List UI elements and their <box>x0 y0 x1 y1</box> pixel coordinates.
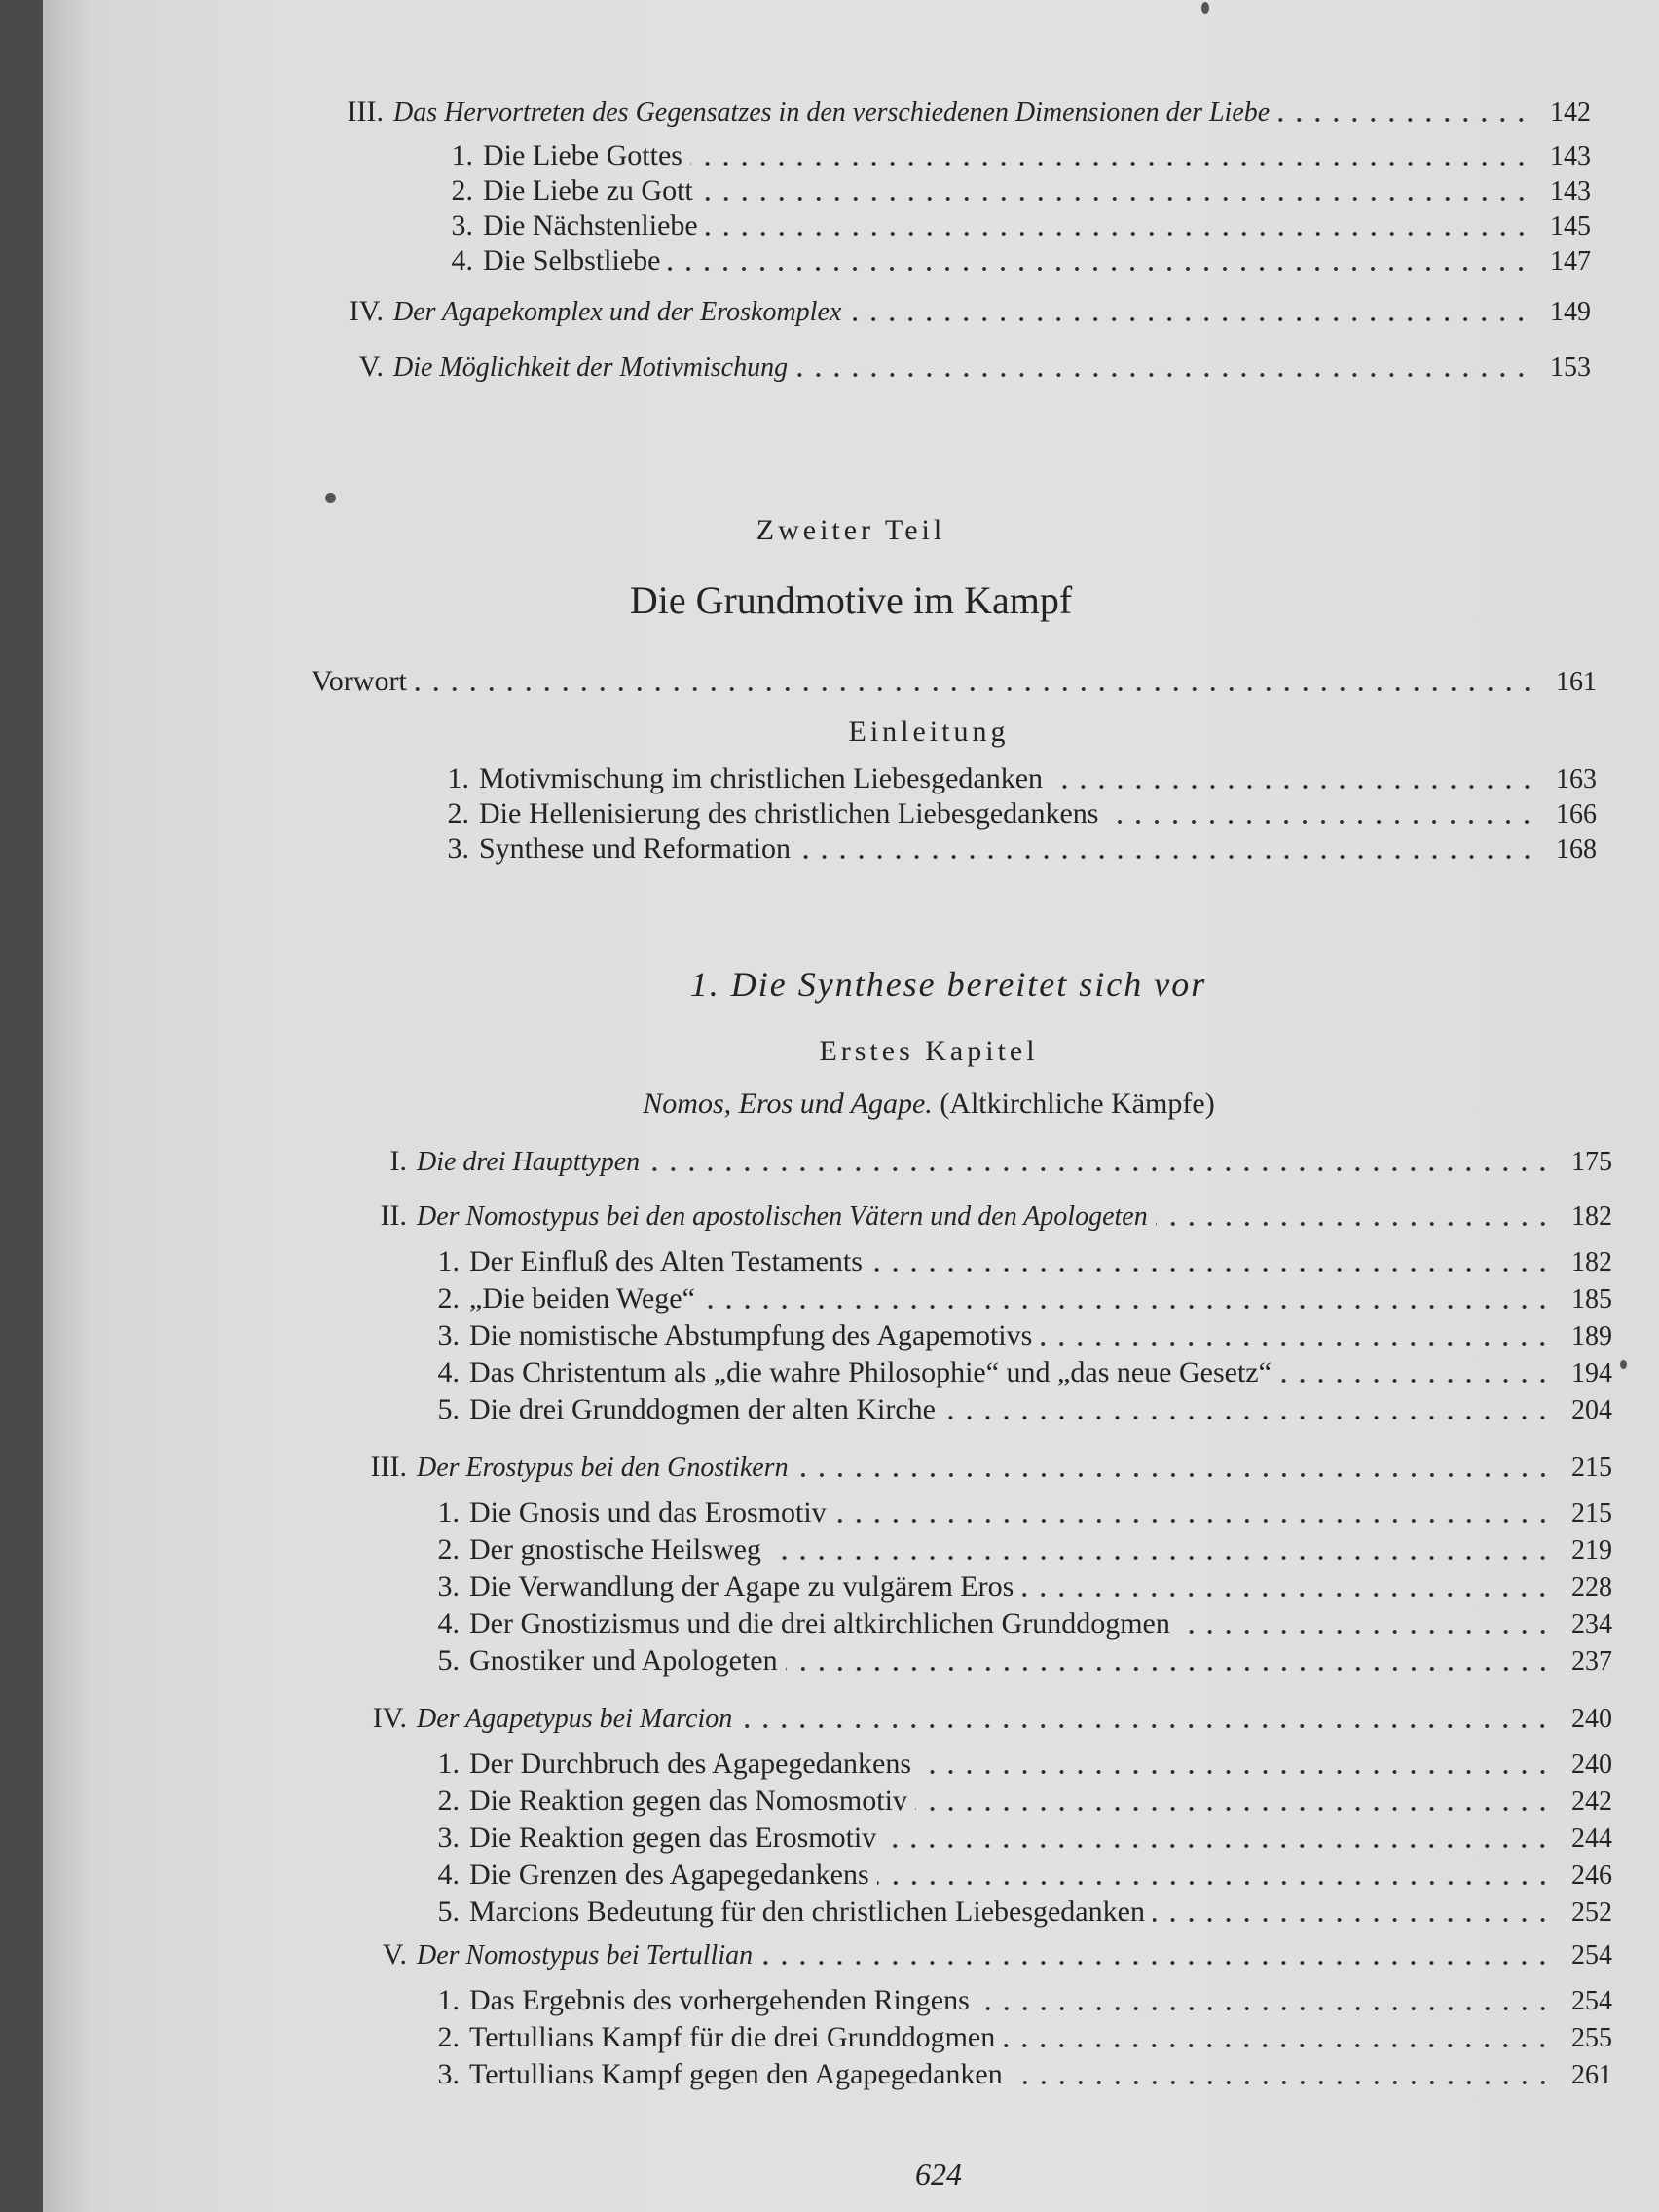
dot-leader <box>919 1769 1552 1775</box>
toc-item-number: 3. <box>437 2058 460 2090</box>
dot-leader <box>1106 819 1536 825</box>
toc-section-title: Der Nomostypus bei den apostolischen Vätern und den Apologeten <box>417 1201 1148 1232</box>
toc-item-page: 145 <box>1550 211 1591 241</box>
toc-vorwort <box>312 662 1597 702</box>
toc-item <box>409 206 1591 246</box>
toc-section-iii <box>296 92 1591 132</box>
toc-item <box>399 1856 1612 1896</box>
toc-item-number: 4. <box>437 1859 460 1891</box>
toc-item-number: 1. <box>451 139 473 171</box>
toc-item <box>399 2055 1612 2095</box>
toc-item-page: 182 <box>1571 1247 1612 1277</box>
toc-item-number: 3. <box>437 1570 460 1603</box>
section-title: Der Agapekomplex und der Eroskomplex <box>393 297 842 327</box>
dot-leader <box>796 1472 1552 1478</box>
chapter-label: Erstes Kapitel <box>819 1035 1039 1067</box>
toc-item-page: 204 <box>1571 1395 1612 1425</box>
ink-speck <box>1620 1360 1627 1369</box>
toc-section-page: 240 <box>1571 1704 1612 1734</box>
einleitung-item-page: 163 <box>1556 764 1597 794</box>
toc-item <box>399 2018 1612 2058</box>
dot-leader <box>760 1960 1552 1966</box>
section-title: Das Hervortreten des Gegensatzes in den verschiedenen Dimensionen der Liebe <box>393 97 1271 128</box>
vorwort-page: 161 <box>1556 667 1597 697</box>
toc-item-title: Das Ergebnis des vorhergehenden Ringens <box>469 1984 970 2016</box>
toc-item-page: 255 <box>1571 2023 1612 2053</box>
toc-item-number: 5. <box>437 1896 460 1928</box>
toc-section-v <box>296 348 1591 387</box>
toc-item-title: Die Selbstliebe <box>483 244 661 276</box>
dot-leader <box>1279 1378 1552 1383</box>
toc-item-title: Die Liebe Gottes <box>483 139 682 171</box>
toc-item-number: 1. <box>437 1984 460 2016</box>
toc-item <box>409 136 1591 176</box>
toc-item <box>399 1530 1612 1570</box>
toc-item-title: Das Christentum als „die wahre Philosophie“ und „das neue Gesetz“ <box>469 1356 1272 1388</box>
section-number: V. <box>358 350 384 383</box>
einleitung-item <box>409 759 1597 799</box>
toc-item <box>399 1493 1612 1533</box>
toc-item <box>399 1316 1612 1356</box>
toc-item-number: 2. <box>437 1785 460 1817</box>
toc-item-number: 5. <box>437 1393 460 1425</box>
ink-speck <box>325 493 336 503</box>
toc-item <box>399 1604 1612 1644</box>
toc-item-page: 240 <box>1571 1750 1612 1780</box>
einleitung-heading: Einleitung <box>848 716 1010 748</box>
einleitung-item-title: Die Hellenisierung des christlichen Liebesgedankens <box>479 797 1099 830</box>
toc-item-page: 252 <box>1571 1898 1612 1928</box>
toc-item-page: 185 <box>1571 1284 1612 1314</box>
toc-item-page: 189 <box>1571 1321 1612 1351</box>
dot-leader <box>884 1843 1552 1849</box>
toc-item <box>399 1981 1612 2021</box>
einleitung-item-page: 166 <box>1556 799 1597 830</box>
section-page: 153 <box>1550 352 1591 383</box>
toc-item-title: Tertullians Kampf für die drei Grunddogmen <box>469 2021 996 2053</box>
chapter-title-italic: Nomos, Eros und Agape. <box>643 1088 933 1120</box>
einleitung-item-title: Synthese und Reformation <box>479 832 791 865</box>
toc-item-page: 143 <box>1550 141 1591 171</box>
toc-item <box>399 1567 1612 1607</box>
toc-item-page: 237 <box>1571 1646 1612 1677</box>
toc-section-number: II. <box>380 1199 407 1232</box>
dot-leader <box>915 1806 1552 1812</box>
dot-leader <box>1153 1917 1552 1923</box>
dot-leader <box>786 1666 1552 1672</box>
toc-item-page: 147 <box>1550 246 1591 276</box>
dot-leader <box>668 266 1530 272</box>
toc-item <box>399 1745 1612 1785</box>
toc-item-page: 143 <box>1550 176 1591 206</box>
toc-item <box>399 1819 1612 1859</box>
toc-item-title: Tertullians Kampf gegen den Agapegedanken <box>469 2058 1003 2090</box>
dot-leader <box>701 196 1530 202</box>
book-page <box>43 0 1659 2212</box>
dot-leader <box>706 231 1530 237</box>
toc-section-title: Der Nomostypus bei Tertullian <box>417 1940 754 1971</box>
ink-speck <box>1201 2 1209 14</box>
dot-leader <box>943 1415 1552 1420</box>
einleitung-item-number: 1. <box>447 762 469 794</box>
toc-item-title: Die Reaktion gegen das Nomosmotiv <box>469 1785 907 1817</box>
chapter-title-plain: (Altkirchliche Kämpfe) <box>940 1088 1215 1120</box>
dot-leader <box>977 2006 1552 2011</box>
einleitung-item <box>409 830 1597 869</box>
toc-item-title: Die nomistische Abstumpfung des Agapemotivs <box>469 1319 1033 1351</box>
chapter-title <box>43 1088 1659 1121</box>
toc-section-page: 175 <box>1571 1147 1612 1177</box>
toc-item-number: 3. <box>437 1822 460 1854</box>
toc-section <box>300 1936 1612 1975</box>
part-label: Zweiter Teil <box>756 514 946 546</box>
toc-item-page: 215 <box>1571 1498 1612 1529</box>
toc-item <box>399 1242 1612 1282</box>
toc-section-page: 215 <box>1571 1453 1612 1483</box>
section-title: Die Möglichkeit der Motivmischung <box>393 352 789 383</box>
toc-section <box>300 1448 1612 1488</box>
toc-item-page: 219 <box>1571 1535 1612 1566</box>
toc-item <box>399 1390 1612 1430</box>
toc-item-number: 1. <box>437 1496 460 1529</box>
toc-item <box>399 1782 1612 1822</box>
toc-section-number: IV. <box>372 1702 407 1734</box>
dot-leader <box>769 1555 1552 1561</box>
toc-item-title: Der Einfluß des Alten Testaments <box>469 1245 863 1277</box>
toc-item-title: Die Reaktion gegen das Erosmotiv <box>469 1822 877 1854</box>
dot-leader <box>1156 1221 1552 1227</box>
dot-leader <box>1277 117 1530 123</box>
toc-item-number: 2. <box>437 1282 460 1314</box>
toc-item-number: 5. <box>437 1644 460 1677</box>
toc-item <box>399 1353 1612 1393</box>
toc-section-page: 182 <box>1571 1201 1612 1232</box>
toc-item-number: 3. <box>437 1319 460 1351</box>
toc-item-title: Die Grenzen des Agapegedankens <box>469 1859 869 1891</box>
vorwort-title: Vorwort <box>312 665 407 697</box>
section-number: III. <box>347 95 384 128</box>
dot-leader <box>690 161 1530 166</box>
toc-section-title: Die drei Haupttypen <box>417 1147 641 1177</box>
einleitung-item-title: Motivmischung im christlichen Liebesgedanken <box>479 762 1044 794</box>
toc-section-number: III. <box>370 1451 407 1483</box>
dot-leader <box>798 854 1536 860</box>
section-page: 142 <box>1550 97 1591 128</box>
toc-item-title: „Die beiden Wege“ <box>469 1282 695 1314</box>
toc-section-iv <box>296 292 1591 332</box>
toc-item-page: 254 <box>1571 1986 1612 2016</box>
toc-item-number: 2. <box>451 174 473 206</box>
book-one-title: 1. Die Synthese bereitet sich vor <box>689 965 1207 1004</box>
toc-item-number: 1. <box>437 1748 460 1780</box>
toc-item <box>399 1641 1612 1681</box>
toc-item-number: 4. <box>437 1607 460 1640</box>
toc-item-number: 4. <box>437 1356 460 1388</box>
toc-section-title: Der Erostypus bei den Gnostikern <box>417 1453 789 1483</box>
dot-leader <box>1011 2080 1552 2085</box>
section-number: IV. <box>349 295 384 327</box>
toc-item <box>409 241 1591 281</box>
toc-item-title: Die Nächstenliebe <box>483 209 698 241</box>
toc-section <box>300 1197 1612 1236</box>
dot-leader <box>1021 1592 1552 1598</box>
toc-item-page: 244 <box>1571 1824 1612 1854</box>
part-title: Die Grundmotive im Kampf <box>629 578 1073 622</box>
toc-section-title: Der Agapetypus bei Marcion <box>417 1704 733 1734</box>
toc-item-page: 194 <box>1571 1358 1612 1388</box>
section-page: 149 <box>1550 297 1591 327</box>
toc-item-title: Der Durchbruch des Agapegedankens <box>469 1748 911 1780</box>
toc-section <box>300 1699 1612 1739</box>
page-number: 624 <box>915 2157 962 2192</box>
toc-section-page: 254 <box>1571 1940 1612 1971</box>
dot-leader <box>877 1880 1552 1886</box>
toc-section <box>300 1142 1612 1182</box>
toc-item-page: 261 <box>1571 2060 1612 2090</box>
dot-leader <box>740 1723 1552 1729</box>
einleitung-item-number: 3. <box>447 832 469 865</box>
toc-section-number: I. <box>389 1145 407 1177</box>
toc-item-title: Der Gnostizismus und die drei altkirchlichen Grunddogmen <box>469 1607 1170 1640</box>
dot-leader <box>1003 2043 1552 2048</box>
toc-item-number: 2. <box>437 1533 460 1566</box>
toc-item-title: Der gnostische Heilsweg <box>469 1533 761 1566</box>
toc-item-title: Die Verwandlung der Agape zu vulgärem Eros <box>469 1570 1014 1603</box>
dot-leader <box>834 1518 1552 1524</box>
dot-leader <box>415 686 1536 692</box>
toc-item-page: 234 <box>1571 1609 1612 1640</box>
toc-item <box>399 1279 1612 1319</box>
toc-item-number: 3. <box>451 209 473 241</box>
toc-section-number: V. <box>382 1938 407 1971</box>
toc-item-page: 228 <box>1571 1572 1612 1603</box>
einleitung-item-page: 168 <box>1556 834 1597 865</box>
dot-leader <box>647 1166 1552 1172</box>
dot-leader <box>1051 784 1536 790</box>
dot-leader <box>1040 1341 1552 1346</box>
dot-leader <box>849 316 1530 322</box>
dot-leader <box>870 1267 1552 1272</box>
toc-item-title: Marcions Bedeutung für den christlichen Liebesgedanken <box>469 1896 1145 1928</box>
toc-item-number: 1. <box>437 1245 460 1277</box>
toc-item-page: 242 <box>1571 1787 1612 1817</box>
toc-item-title: Die Liebe zu Gott <box>483 174 693 206</box>
toc-item-title: Die Gnosis und das Erosmotiv <box>469 1496 827 1529</box>
toc-item-title: Gnostiker und Apologeten <box>469 1644 778 1677</box>
toc-item-page: 246 <box>1571 1861 1612 1891</box>
dot-leader <box>703 1304 1552 1309</box>
toc-item <box>409 171 1591 211</box>
toc-item <box>399 1893 1612 1933</box>
dot-leader <box>795 372 1530 378</box>
dot-leader <box>1178 1629 1552 1635</box>
einleitung-item <box>409 794 1597 834</box>
toc-item-number: 2. <box>437 2021 460 2053</box>
toc-item-number: 4. <box>451 244 473 276</box>
einleitung-item-number: 2. <box>447 797 469 830</box>
toc-item-title: Die drei Grunddogmen der alten Kirche <box>469 1393 936 1425</box>
